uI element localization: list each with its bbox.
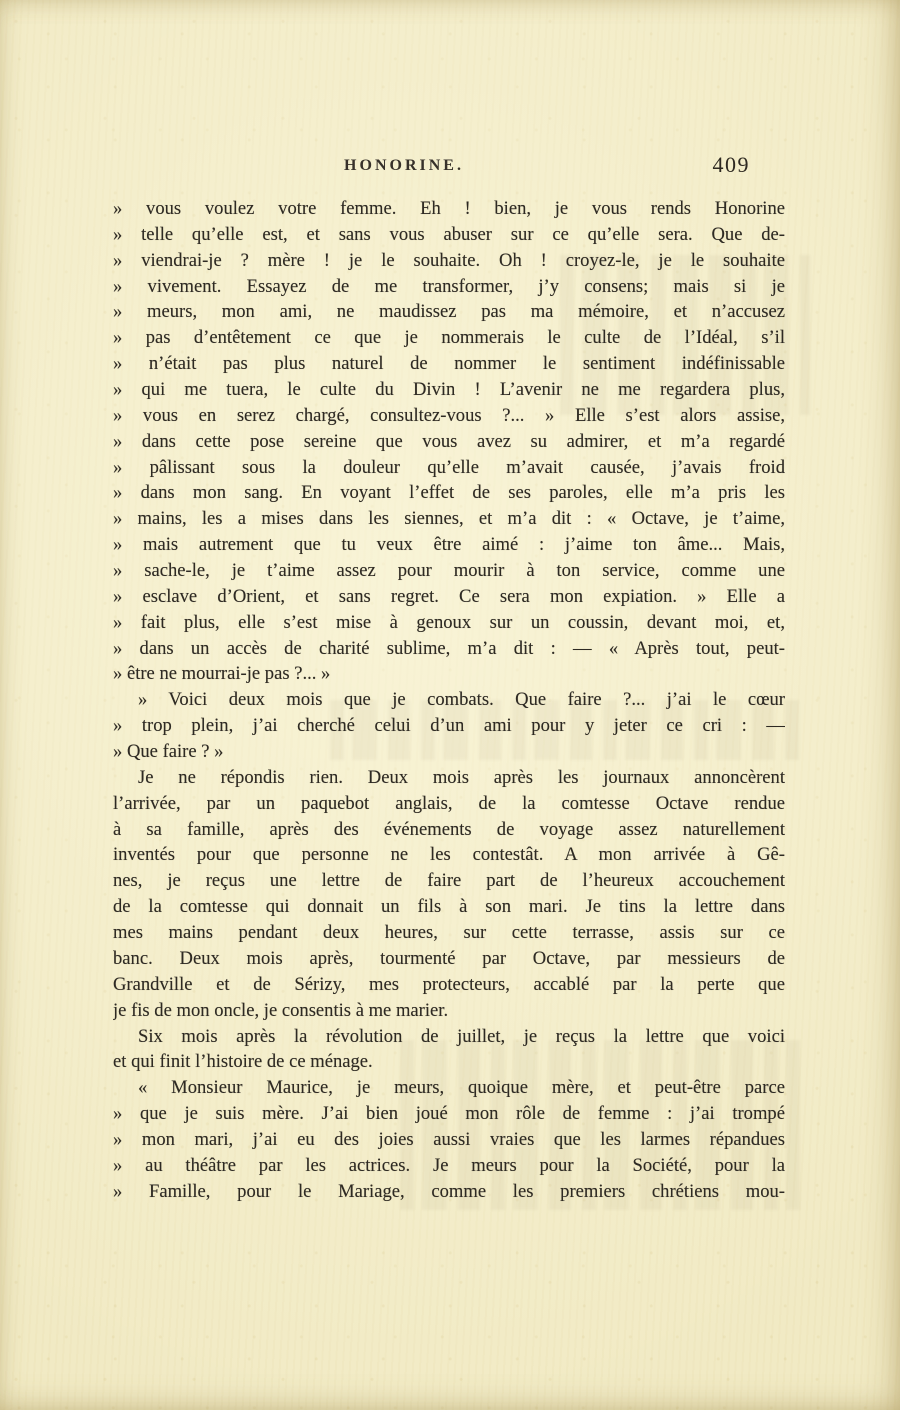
text-line: » Que faire ? » [113,741,224,763]
text-line: » dans un accès de charité sublime, m’a dit : — « Après tout, peut- [113,637,785,659]
page-title: HONORINE. [344,157,464,174]
text-line: » vivement. Essayez de me transformer, j’y consens; mais si je [113,275,785,297]
text-line: de la comtesse qui donnait un fils à son mari. Je tins la lettre dans [113,896,785,918]
text-line: et qui finit l’histoire de ce ménage. [113,1051,373,1073]
text-line: nes, je reçus une lettre de faire part de l’heureux accouchement [113,870,785,892]
text-line: » au théâtre par les actrices. Je meurs pour la Société, pour la [113,1154,785,1176]
text-line: » pâlissant sous la douleur qu’elle m’avait causée, j’avais froid [113,456,785,478]
text-line: » viendrai-je ? mère ! je le souhaite. Oh ! croyez-le, je le souhaite [113,249,785,271]
text-line: à sa famille, après des événements de voyage assez naturellement [113,818,785,840]
text-line: » qui me tuera, le culte du Divin ! L’avenir ne me regardera plus, [113,379,785,401]
text-line: » être ne mourrai-je pas ?... » [113,663,331,685]
text-line: l’arrivée, par un paquebot anglais, de la comtesse Octave rendue [113,792,785,814]
text-line: » mon mari, j’ai eu des joies aussi vraies que les larmes répandues [113,1128,785,1150]
text-line: Six mois après la révolution de juillet, je reçus la lettre que voici [138,1025,785,1047]
text-line: » Voici deux mois que je combats. Que faire ?... j’ai le cœur [138,689,785,711]
text-line: je fis de mon oncle, je consentis à me marier. [113,999,449,1021]
text-line: mes mains pendant deux heures, sur cette terrasse, assis sur ce [113,922,785,944]
text-line: » trop plein, j’ai cherché celui d’un ami pour y jeter ce cri : — [113,715,785,737]
text-block [113,152,785,1205]
text-line: « Monsieur Maurice, je meurs, quoique mère, et peut-être parce [138,1077,785,1099]
text-line: » fait plus, elle s’est mise à genoux sur un coussin, devant moi, et, [113,611,785,633]
text-line: » dans cette pose sereine que vous avez su admirer, et m’a regardé [113,430,785,452]
text-line: » dans mon sang. En voyant l’effet de ses paroles, elle m’a pris les [113,482,785,504]
text-line: » esclave d’Orient, et sans regret. Ce sera mon expiation. » Elle a [113,585,785,607]
text-line: Grandville et de Sérizy, mes protecteurs, accablé par la perte que [113,973,785,995]
text-line: » Famille, pour le Mariage, comme les premiers chrétiens mou- [113,1180,785,1202]
text-line: » telle qu’elle est, et sans vous abuser sur ce qu’elle sera. Que de- [113,223,785,245]
text-line: » que je suis mère. J’ai bien joué mon rôle de femme : j’ai trompé [113,1103,785,1125]
running-header [113,152,785,196]
text-line: » sache-le, je t’aime assez pour mourir à ton service, comme une [113,560,785,582]
text-line: » mais autrement que tu veux être aimé : j’aime ton âme... Mais, [113,534,785,556]
text-line: » vous en serez chargé, consultez-vous ?... » Elle s’est alors assise, [113,404,785,426]
text-line: » n’était pas plus naturel de nommer le sentiment indéfinissable [113,353,785,375]
text-line: » mains, les a mises dans les siennes, et m’a dit : « Octave, je t’aime, [113,508,785,530]
text-line: » meurs, mon ami, ne maudissez pas ma mémoire, et n’accusez [113,301,785,323]
text-line: » vous voulez votre femme. Eh ! bien, je vous rends Honorine [113,198,785,219]
text-line: banc. Deux mois après, tourmenté par Octave, par messieurs de [113,947,785,969]
text-line: Je ne répondis rien. Deux mois après les journaux annoncèrent [138,766,785,788]
text-line: » pas d’entêtement ce que je nommerais le culte de l’Idéal, s’il [113,327,785,349]
page-body [113,196,785,1205]
page-number: 409 [712,152,750,177]
text-line: inventés pour que personne ne les contestât. A mon arrivée à Gê- [113,844,785,866]
